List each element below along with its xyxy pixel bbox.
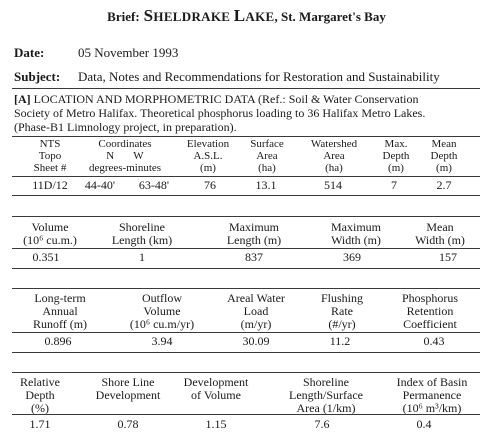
t2-header-volume: Volume (10⁶ cu.m.): [23, 220, 77, 247]
section-a-line1: [A] LOCATION AND MORPHOMETRIC DATA (Ref.: Soil & Water Conservation: [14, 92, 419, 106]
t4-value-relative-depth: 1.71: [29, 417, 51, 431]
t3-value-areal-water-load: 30.09: [242, 334, 270, 348]
t1-value-north: 44-40': [84, 178, 116, 192]
t1-value-max-depth: 7: [391, 178, 397, 192]
t1-header-mean-depth: Mean Depth (m): [430, 138, 458, 174]
t4-value-shoreline-length-surface: 7.6: [314, 417, 330, 431]
table1-mid-rule: [12, 176, 480, 177]
table3-bottom-rule: [12, 352, 480, 353]
t3-header-flushing-rate: Flushing Rate (#/yr): [320, 291, 364, 331]
t2-value-volume: 0.351: [32, 250, 60, 264]
date-label: Date:: [14, 45, 45, 60]
t1-value-mean-depth: 2.7: [436, 178, 452, 192]
section-a-line3: (Phase-B1 Limnology project, in preparation).: [14, 120, 237, 134]
table2-bottom-rule: [12, 268, 480, 269]
t4-value-shore-line-development: 0.78: [117, 417, 139, 431]
t1-value-surface-area: 13.1: [255, 178, 277, 192]
t1-header-coordinates: Coordinates N W degrees-minutes: [88, 138, 162, 174]
t2-header-max-width: Maximum Width (m): [331, 220, 381, 247]
t3-value-runoff: 0.896: [44, 334, 72, 348]
lake-name: SHELDRAKE LAKE: [143, 6, 275, 25]
table4-mid-rule: [12, 414, 480, 415]
t3-header-areal-water-load: Areal Water Load (m/yr): [227, 291, 285, 331]
subject-label: Subject:: [14, 69, 61, 84]
t3-value-phosphorus-retention: 0.43: [423, 334, 445, 348]
t3-header-outflow-volume: Outflow Volume (10⁶ cu.m/yr): [129, 291, 195, 331]
t1-header-nts: NTS Topo Sheet #: [33, 138, 67, 174]
t2-header-mean-width: Mean Width (m): [415, 220, 465, 247]
t4-header-relative-depth: Relative Depth (%): [20, 375, 60, 415]
section-top-rule: [12, 88, 480, 89]
table1-top-rule: [12, 136, 480, 137]
table4-top-rule: [12, 372, 480, 373]
t4-header-shoreline-length-surface: Shoreline Length/Surface Area (1/km): [289, 375, 363, 415]
t3-value-flushing-rate: 11.2: [329, 334, 351, 348]
t1-header-watershed-area: Watershed Area (ha): [310, 138, 358, 174]
t4-value-development-of-volume: 1.15: [205, 417, 227, 431]
t2-header-max-length: Maximum Length (m): [226, 220, 282, 247]
t2-value-mean-width: 157: [439, 250, 457, 264]
table3-mid-rule: [12, 332, 480, 333]
t1-value-elevation: 76: [204, 178, 216, 192]
t3-value-outflow-volume: 3.94: [151, 334, 173, 348]
t1-value-nts: 11D/12: [32, 178, 68, 192]
t1-header-max-depth: Max. Depth (m): [382, 138, 410, 174]
document-title: [0, 6, 493, 26]
t3-header-runoff: Long-term Annual Runoff (m): [32, 291, 88, 331]
t4-header-basin-permanence: Index of Basin Permanence (10⁶ m³/km): [396, 375, 468, 415]
subject-value: Data, Notes and Recommendations for Restoration and Sustainability: [78, 69, 440, 84]
t2-value-max-length: 837: [245, 250, 263, 264]
t3-header-phosphorus-retention: Phosphorus Retention Coefficient: [401, 291, 459, 331]
t1-header-elevation: Elevation A.S.L. (m): [186, 138, 230, 174]
t4-header-shore-line-development: Shore Line Development: [95, 375, 161, 402]
t4-value-basin-permanence: 0.4: [416, 417, 432, 431]
section-a-line2: Society of Metro Halifax. Theoretical phosphorus loading to 36 Halifax Metro Lakes.: [14, 106, 426, 120]
t2-value-shoreline-length: 1: [139, 250, 145, 264]
title-suffix: , St. Margaret's Bay: [274, 9, 386, 24]
t1-header-surface-area: Surface Area (ha): [250, 138, 284, 174]
table1-bottom-rule: [12, 195, 480, 196]
table2-mid-rule: [12, 248, 480, 249]
date-value: 05 November 1993: [78, 45, 179, 60]
t1-value-watershed-area: 514: [324, 178, 342, 192]
table2-top-rule: [12, 216, 480, 217]
title-prefix: Brief:: [107, 9, 140, 24]
t4-header-development-of-volume: Development of Volume: [183, 375, 249, 402]
t2-value-max-width: 369: [343, 250, 361, 264]
t2-header-shoreline-length: Shoreline Length (km): [111, 220, 173, 247]
t1-value-west: 63-48': [138, 178, 170, 192]
table3-top-rule: [12, 288, 480, 289]
